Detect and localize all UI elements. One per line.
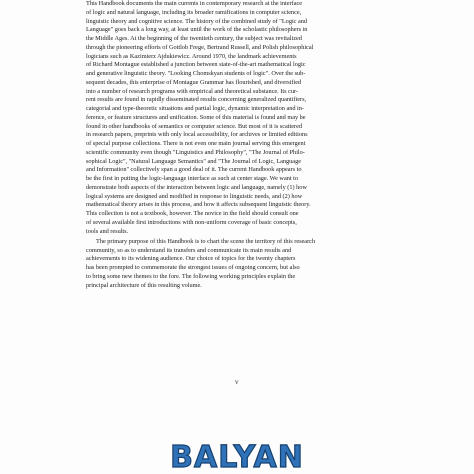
text-line: mathematical theory arises in this process, and how it affects subsequent linguistic theory. — [86, 201, 311, 209]
text-line: linguistic theory and cognitive science. The history of the combined study of "Logic and — [86, 17, 308, 25]
text-line: sophical Logic", "Natural Language Semantics" and "The Journal of Logic, Language — [86, 157, 301, 165]
text-line: This collection is not a textbook, however. The novice in the field should consult one — [86, 210, 299, 217]
text-line: sequent decades, this enterprise of Montague Grammar has flourished, and diversified — [86, 78, 302, 86]
text-line: into a number of research programs with empirical and theoretical substance. Its cur- — [86, 87, 299, 95]
text-line: of logic and natural language, including its broader ramifications in computer science, — [86, 8, 302, 16]
paragraph-2 — [86, 238, 392, 291]
text-line: scientific community even though "Linguistics and Philosophy", "The Journal of Philo- — [86, 148, 305, 156]
text-line: community, so as to understand its transfers and communicate its main results and — [86, 246, 292, 254]
text-line: The primary purpose of this Handbook is to chart the scene the territory of this research — [96, 237, 316, 245]
watermark-logo — [157, 439, 317, 473]
paragraph-1 — [86, 0, 392, 236]
text-line: to bring some new themes to the fore. The following working principles explain the — [86, 272, 296, 280]
text-line: Language" goes back a long way, at least until the work of the scholastic philosophers in — [86, 26, 308, 34]
text-line: and Information" collectively span a good deal of it. The current Handbook appears to — [86, 166, 302, 174]
watermark — [0, 438, 474, 474]
text-line: of special purpose collections. There is not even one main journal serving this emergent — [86, 140, 306, 147]
text-line: in research papers, preprints with only local accessibility, for archives or limited editions — [86, 131, 308, 139]
text-line: be the first in putting the logic-language interface as such at center stage. We want to — [86, 175, 298, 182]
text-line: ference, or feature structures and unification. Some of this material is found and may be — [86, 113, 306, 121]
text-line: of several available first introductions with non-uniform coverage of basic concepts, — [86, 218, 297, 226]
text-line: has been prompted to commemorate the strongest issues of ongoing concern, but also — [86, 264, 300, 271]
text-line: of Richard Montague established a junction between state-of-the-art mathematical logic — [86, 61, 306, 69]
text-line: the Middle Ages. At the beginning of the twentieth century, the subject was revitalized — [86, 35, 302, 42]
text-line: through the pioneering efforts of Gottlob Frege, Bertrand Russell, and Polish philosophical — [86, 43, 314, 51]
text-line: logical systems are designed and modified in response to linguistic needs, and (2) how — [86, 192, 303, 200]
text-line: tools and results. — [86, 227, 129, 235]
text-line: This Handbook documents the main currents in contemporary research at the interface — [86, 0, 303, 7]
text-line: demonstrate both aspects of the interaction between logic and language, namely (1) how — [86, 183, 307, 191]
page-marker: v — [235, 378, 239, 386]
watermark-text: BALYAN — [170, 440, 304, 473]
text-line: and generative linguistic theory. "Looking Chomskyan students of logic". Over the sub- — [86, 70, 306, 77]
text-line: categorial and type-theoretic situations and partial logic, dynamic interpretation and in- — [86, 105, 304, 112]
text-line: rent results are found in rapidly disseminated results concerning generalized quantifiers, — [86, 96, 307, 104]
text-line: found in other handbooks of semantics or computer science. But most of it is scattered — [86, 122, 302, 130]
text-line: logicians such as Kazimierz Ajdukiewicz. Around 1970, the landmark achievements — [86, 52, 297, 60]
text-line: achievements to its widening audience. Our choice of topics for the twenty chapters — [86, 255, 296, 263]
text-line: principal architecture of this resulting volume. — [86, 281, 202, 289]
body-text — [86, 0, 392, 292]
